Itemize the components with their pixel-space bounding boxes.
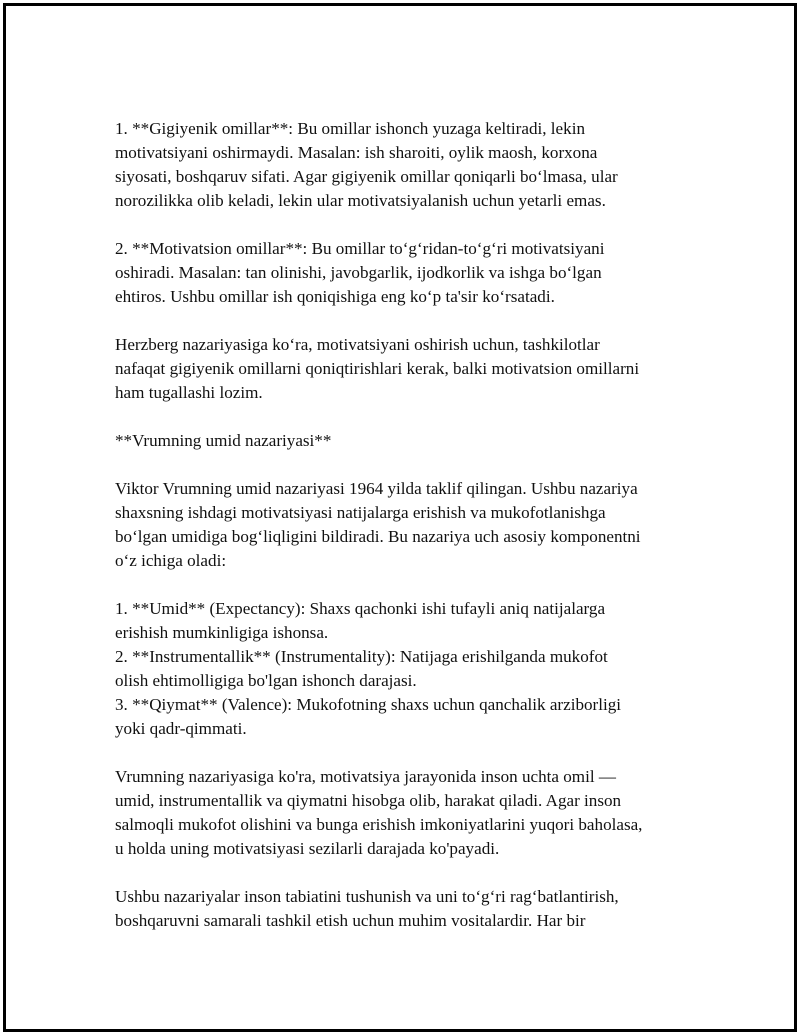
text-line: Viktor Vrumning umid nazariyasi 1964 yilda taklif qilingan. Ushbu nazariya [115,479,638,498]
text-line: Herzberg nazariyasiga ko‘ra, motivatsiyani oshirish uchun, tashkilotlar [115,335,600,354]
text-line: umid, instrumentallik va qiymatni hisobga olib, harakat qiladi. Agar inson [115,791,622,810]
paragraph-closing [115,885,695,933]
text-line: 1. **Gigiyenik omillar**: Bu omillar ishonch yuzaga keltiradi, lekin [115,119,585,138]
text-line: bo‘lgan umidiga bog‘liqligini bildiradi. Bu nazariya uch asosiy komponentni [115,527,641,546]
text-line: 1. **Umid** (Expectancy): Shaxs qachonki ishi tufayli aniq natijalarga [115,599,606,618]
page-body [115,117,695,933]
text-line: ham tugallashi lozim. [115,383,263,402]
paragraph-vroom-intro [115,477,695,573]
text-line: yoki qadr-qimmati. [115,719,247,738]
paragraph-vroom-conclusion [115,765,695,861]
text-line: oshiradi. Masalan: tan olinishi, javobgarlik, ijodkorlik va ishga bo‘lgan [115,263,602,282]
list-vroom-components [115,597,695,741]
text-line: norozilikka olib keladi, lekin ular motivatsiyalanish uchun yetarli emas. [115,191,606,210]
paragraph-gigiyenik-omillar [115,117,695,213]
text-line: erishish mumkinligiga ishonsa. [115,623,329,642]
text-line: olish ehtimolligiga bo'lgan ishonch darajasi. [115,671,417,690]
text-line: **Vrumning umid nazariyasi** [115,431,332,450]
paragraph-herzberg-conclusion [115,333,695,405]
text-line: o‘z ichiga oladi: [115,551,227,570]
text-line: 3. **Qiymat** (Valence): Mukofotning shaxs uchun qanchalik arziborligi [115,695,622,714]
text-line: Ushbu nazariyalar inson tabiatini tushunish va uni to‘g‘ri rag‘batlantirish, [115,887,619,906]
section-heading-vroom [115,429,695,453]
text-line: u holda uning motivatsiyasi sezilarli darajada ko'payadi. [115,839,500,858]
text-line: motivatsiyani oshirmaydi. Masalan: ish sharoiti, oylik maosh, korxona [115,143,598,162]
paragraph-motivatsion-omillar [115,237,695,309]
text-line: boshqaruvni samarali tashkil etish uchun muhim vositalardir. Har bir [115,911,586,930]
text-line: 2. **Instrumentallik** (Instrumentality): Natijaga erishilganda mukofot [115,647,608,666]
text-line: siyosati, boshqaruv sifati. Agar gigiyenik omillar qoniqarli bo‘lmasa, ular [115,167,618,186]
text-line: nafaqat gigiyenik omillarni qoniqtirishlari kerak, balki motivatsion omillarni [115,359,640,378]
text-line: ehtiros. Ushbu omillar ish qoniqishiga eng ko‘p ta'sir ko‘rsatadi. [115,287,555,306]
text-line: Vrumning nazariyasiga ko'ra, motivatsiya jarayonida inson uchta omil — [115,767,616,786]
text-line: salmoqli mukofot olishini va bunga erishish imkoniyatlarini yuqori baholasa, [115,815,643,834]
text-line: shaxsning ishdagi motivatsiyasi natijalarga erishish va mukofotlanishga [115,503,606,522]
text-line: 2. **Motivatsion omillar**: Bu omillar to‘g‘ridan-to‘g‘ri motivatsiyani [115,239,605,258]
